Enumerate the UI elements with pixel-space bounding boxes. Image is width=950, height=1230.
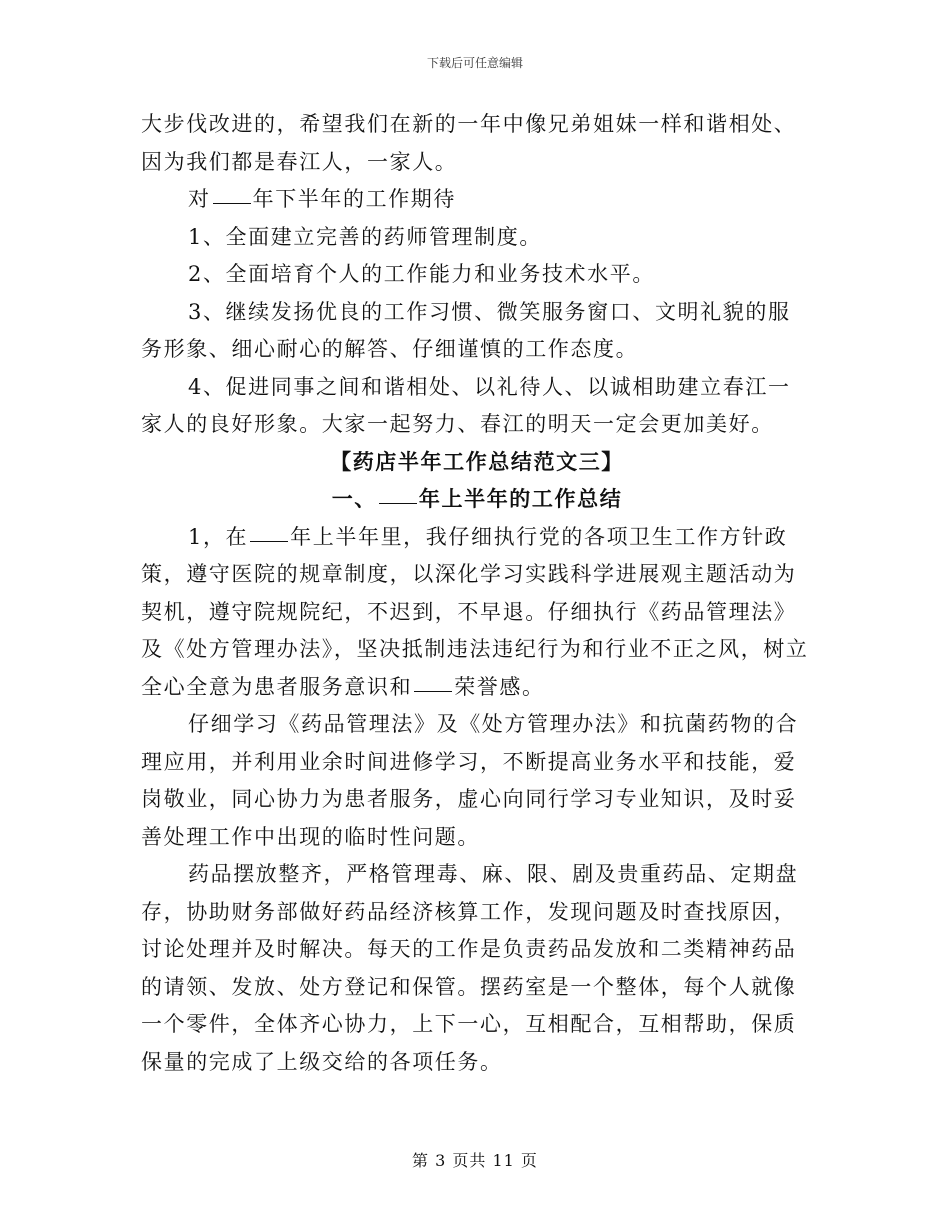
document-body	[141, 106, 813, 1081]
blank-underline	[414, 690, 452, 692]
list-item: 2、全面培育个人的工作能力和业务技术水平。	[188, 262, 655, 286]
list-item: 1、全面建立完善的药师管理制度。	[188, 224, 542, 249]
blank-underline	[213, 202, 251, 204]
blank-underline	[250, 540, 288, 542]
paragraph: 大步伐改进的，希望我们在新的一年中像兄弟姐妹一样和谐相处、因为我们都是春江人，一家人。	[141, 112, 797, 174]
paragraph: 1，在 年上半年里，我仔细执行党的各项卫生工作方针政策，遵守医院的规章制度，以深化学习实践科学进展观主题活动为契机，遵守院规院纪，不迟到，不早退。仔细执行《药品管理法》及《处方管理办法》，坚决抵制违法违纪行为和行业不正之风，树立全心全意为患者服务意识和 荣誉感。	[141, 524, 809, 699]
paragraph: 仔细学习《药品管理法》及《处方管理办法》和抗菌药物的合理应用，并利用业余时间进修学习，不断提高业务水平和技能，爱岗敬业，同心协力为患者服务，虚心向同行学习专业知识，及时妥善处理工作中出现的临时性问题。	[141, 712, 799, 849]
section-heading: 【药店半年工作总结范文三】	[330, 449, 624, 474]
list-item: 4、促进同事之间和谐相处、以礼待人、以诚相助建立春江一家人的良好形象。大家一起努力、春江的明天一定会更加美好。	[141, 374, 791, 436]
paragraph: 药品摆放整齐，严格管理毒、麻、限、剧及贵重药品、定期盘存，协助财务部做好药品经济核算工作，发现问题及时查找原因，讨论处理并及时解决。每天的工作是负责药品发放和二类精神药品的请领、发放、处方登记和保管。摆药室是一个整体，每个人就像一个零件，全体齐心协力，上下一心，互相配合，互相帮助，保质保量的完成了上级交给的各项任务。	[141, 862, 799, 1074]
header-note: 下载后可任意编辑	[426, 56, 523, 70]
paragraph: 对 年下半年的工作期待	[188, 187, 457, 211]
subsection-heading: 一、 年上半年的工作总结	[331, 487, 623, 511]
page-number: 第 3 页共 11 页	[412, 1151, 538, 1170]
blank-underline	[379, 502, 417, 504]
list-item: 3、继续发扬优良的工作习惯、微笑服务窗口、文明礼貌的服务形象、细心耐心的解答、仔细谨慎的工作态度。	[141, 299, 791, 361]
